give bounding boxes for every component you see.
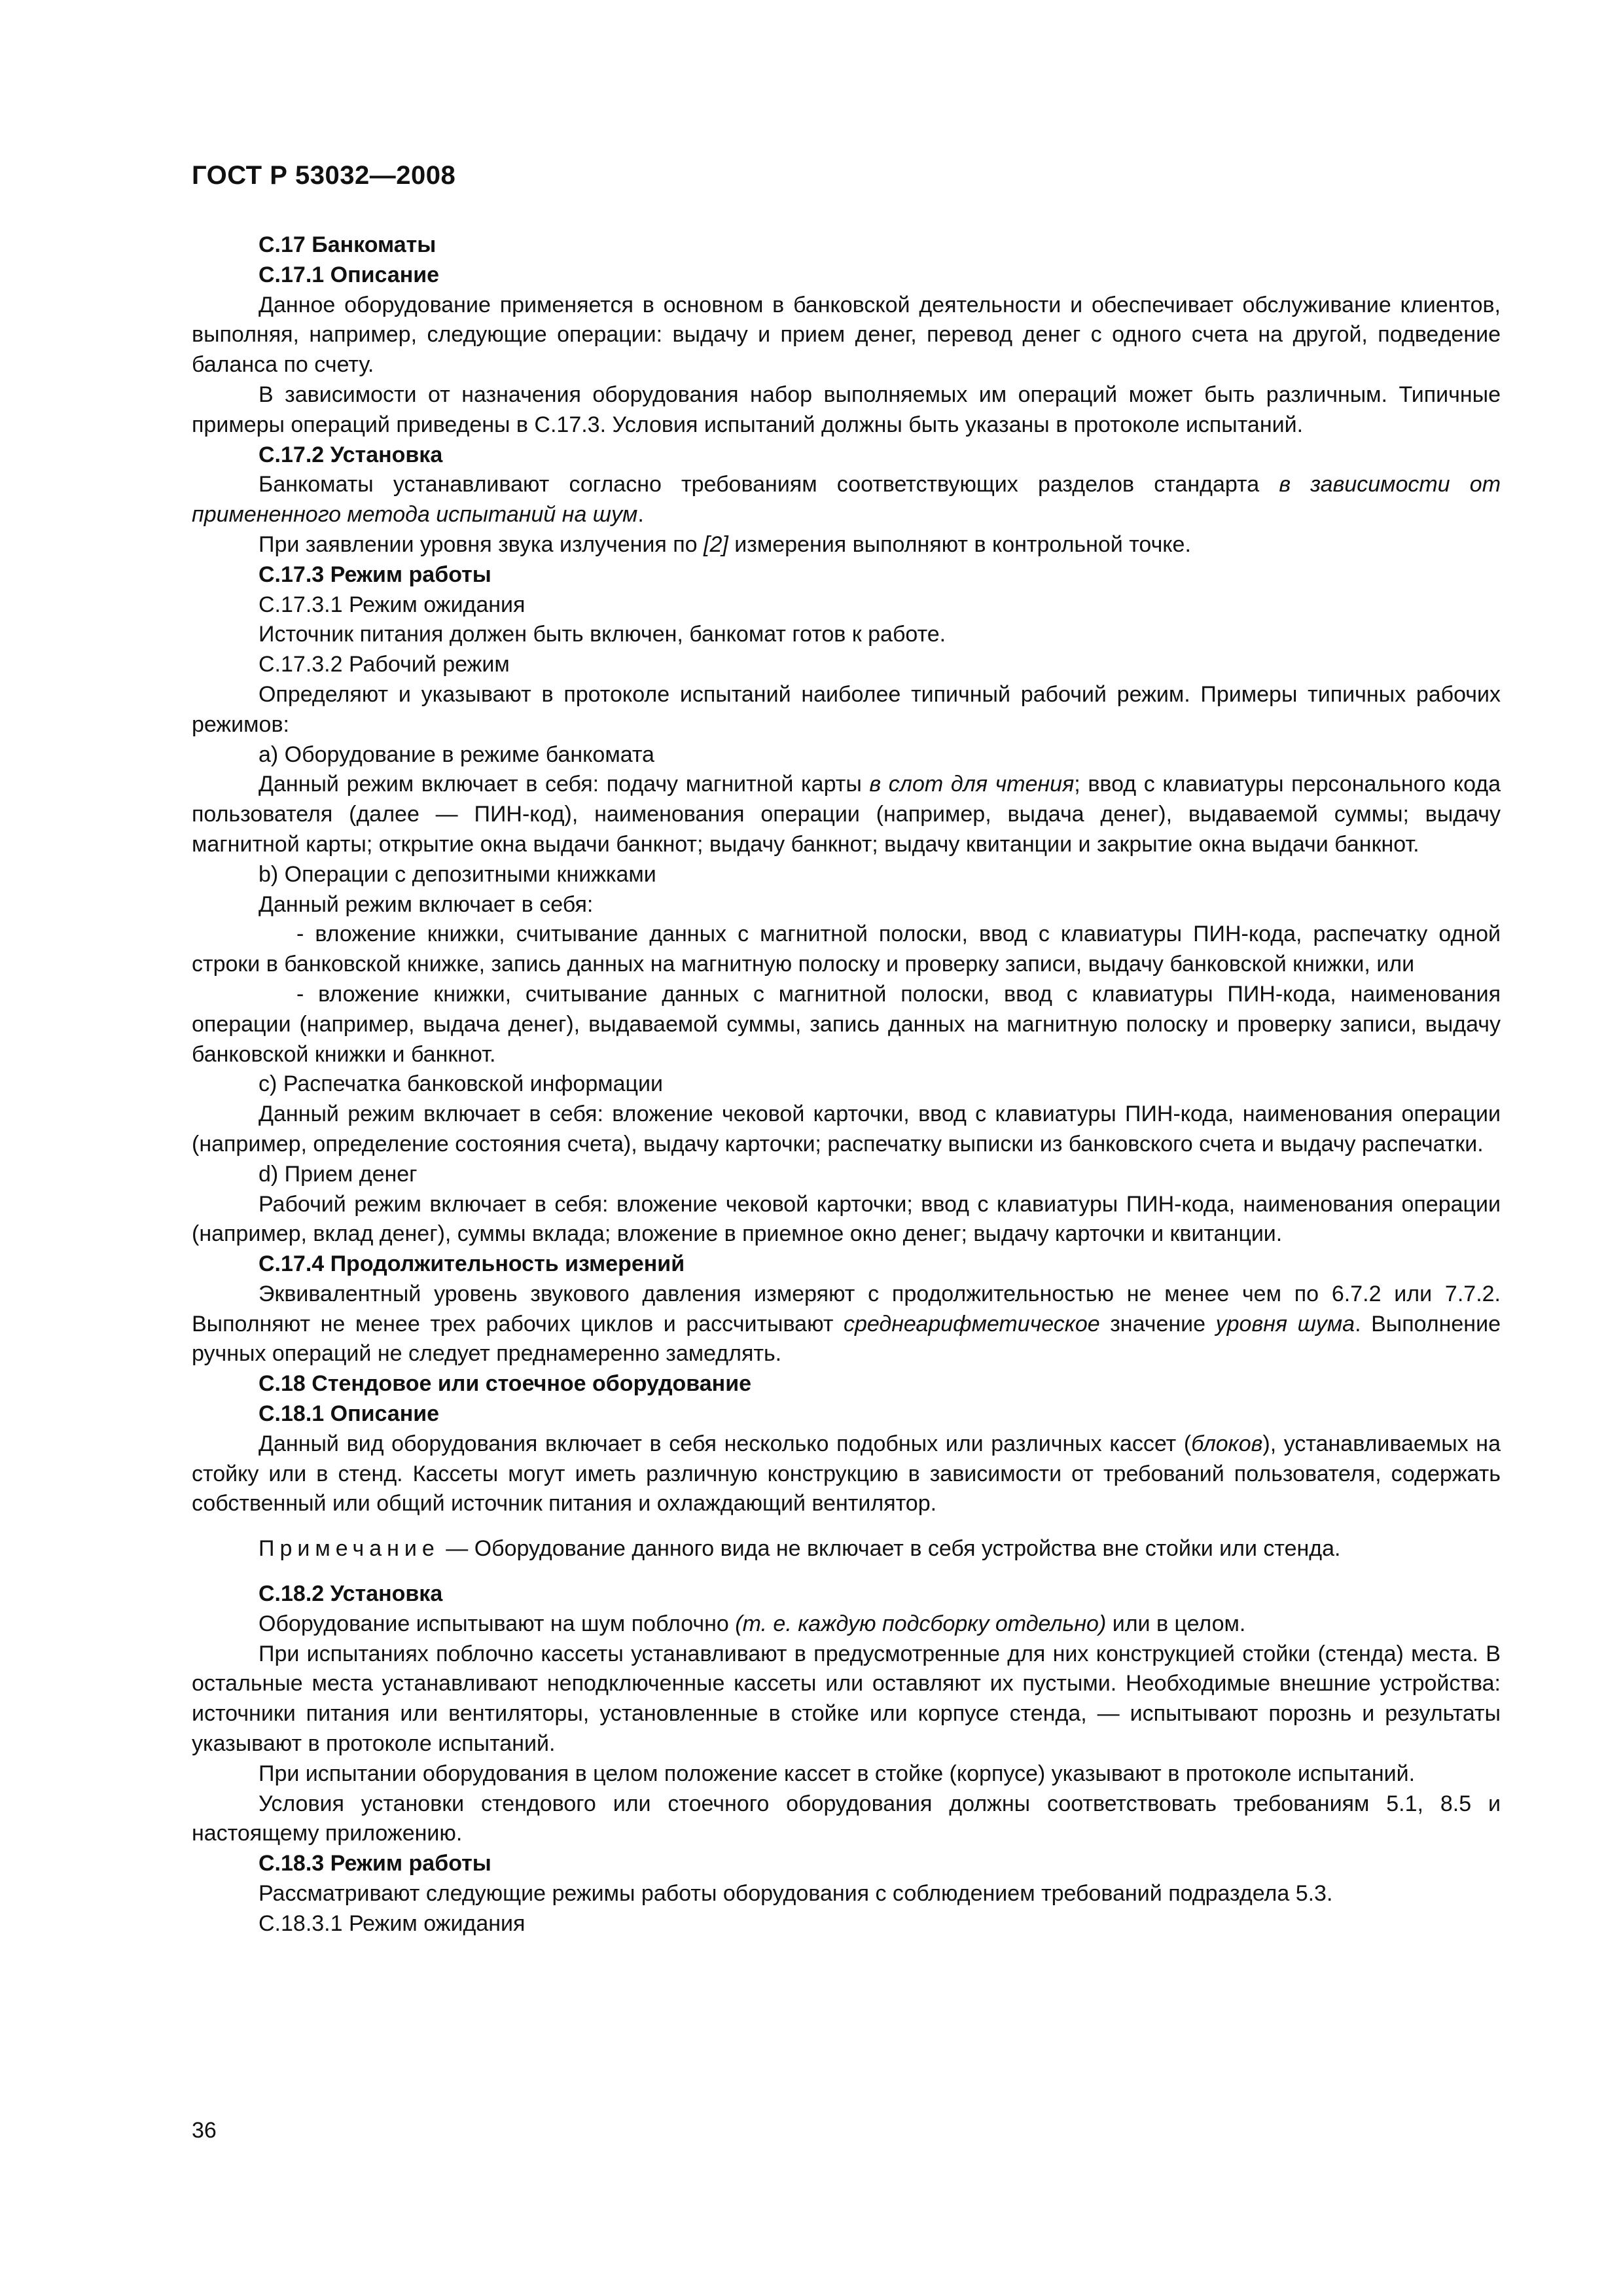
paragraph: [192, 530, 1501, 560]
paragraph: [192, 1429, 1501, 1519]
note: [192, 1534, 1501, 1564]
paragraph-text: измерения выполняют в контрольной точке.: [728, 531, 1191, 557]
document-id-header: ГОСТ Р 53032—2008: [192, 161, 456, 190]
italic-text: уровня шума: [1215, 1311, 1355, 1336]
section-c18-title: С.18 Стендовое или стоечное оборудование: [259, 1371, 752, 1397]
document-body: [192, 230, 1501, 1939]
paragraph-text: Оборудование испытывают на шум поблочно: [259, 1611, 736, 1636]
paragraph-text: Эквивалентный уровень звукового давления измеряют с продолжительностью не менее чем по 6.7.2 или 7.7.2. Выполняют не менее трех рабочих циклов и рассчитывают: [192, 1281, 1501, 1336]
subsection-heading: С.17.3.1 Режим ожидания: [259, 592, 526, 617]
paragraph-text: или в целом.: [1106, 1611, 1246, 1636]
paragraph: В зависимости от назначения оборудования набор выполняемых им операций может быть различным. Типичные примеры операций приведены в С.17.3. Условия испытаний должны быть указаны в протоколе испытаний.: [192, 382, 1501, 437]
section-c18-3-heading: С.18.3 Режим работы: [259, 1851, 491, 1876]
paragraph: [192, 1609, 1501, 1640]
reference-link-text: [2]: [704, 531, 728, 557]
paragraph-text: значение: [1099, 1311, 1216, 1336]
italic-text: среднеарифметическое: [843, 1311, 1100, 1336]
list-item-c: c) Распечатка банковской информации: [259, 1071, 663, 1097]
paragraph: Данный режим включает в себя: вложение чековой карточки, ввод с клавиатуры ПИН-кода, наименования операции (например, определение состояния счета), выдачу карточки; распечатку выписки из банковского счета и выдачу распечатки.: [192, 1102, 1501, 1157]
paragraph: [192, 770, 1501, 859]
note-label: Примечание: [259, 1536, 440, 1562]
italic-text: блоков: [1191, 1431, 1263, 1456]
list-item-d: d) Прием денег: [259, 1161, 418, 1187]
section-c17-1-heading: С.17.1 Описание: [259, 262, 440, 287]
paragraph-text: При заявлении уровня звука излучения по: [259, 531, 704, 557]
paragraph: Определяют и указывают в протоколе испытаний наиболее типичный рабочий режим. Примеры типичных рабочих режимов:: [192, 681, 1501, 737]
paragraph: [192, 1280, 1501, 1369]
dash-item: - вложение книжки, считывание данных с магнитной полоски, ввод с клавиатуры ПИН-кода, наименования операции (например, выдача денег), выдаваемой суммы, запись данных на магнитную полоску и проверку записи, выдачу банковской книжки и банкнот.: [192, 981, 1501, 1067]
list-item-a: a) Оборудование в режиме банкомата: [259, 742, 654, 767]
paragraph: Данное оборудование применяется в основном в банковской деятельности и обеспечивает обслуживание клиентов, выполняя, например, следующие операции: выдачу и прием денег, перевод денег с одного счета на другой, подведение баланса по счету.: [192, 292, 1501, 378]
paragraph: При испытаниях поблочно кассеты устанавливают в предусмотренные для них конструкцией стойки (стенда) места. В остальные места устанавливают неподключенные кассеты или оставляют их пустыми. Необходимые внешние устройства: источники питания или вентиляторы, установленные в стойке или корпусе стенда, — испытывают порознь и результаты указывают в протоколе испытаний.: [192, 1641, 1501, 1757]
paragraph: Данный режим включает в себя:: [259, 891, 594, 917]
paragraph-text: Данный режим включает в себя: подачу магнитной карты: [259, 772, 870, 797]
paragraph-text: .: [637, 502, 644, 528]
italic-text: в слот для чтения: [869, 772, 1075, 797]
section-c17-3-heading: С.17.3 Режим работы: [259, 562, 491, 587]
paragraph: Условия установки стендового или стоечного оборудования должны соответствовать требованиям 5.1, 8.5 и настоящему приложению.: [192, 1791, 1501, 1846]
paragraph: Рабочий режим включает в себя: вложение чековой карточки; ввод с клавиатуры ПИН-кода, наименования операции (например, вклад денег), суммы вклада; вложение в приемное окно денег; выдачу карточки и квитанции.: [192, 1191, 1501, 1247]
section-c17-4-heading: С.17.4 Продолжительность измерений: [259, 1251, 685, 1277]
note-text: — Оборудование данного вида не включает в себя устройства вне стойки или стенда.: [439, 1536, 1341, 1562]
section-c17-2-heading: С.17.2 Установка: [259, 442, 443, 467]
list-item-b: b) Операции с депозитными книжками: [259, 861, 656, 887]
italic-text: в зависимости от примененного метода испытаний на шум: [192, 472, 1501, 528]
page-number: 36: [192, 2118, 217, 2143]
paragraph: Рассматривают следующие режимы работы оборудования с соблюдением требований подраздела 5.3.: [259, 1881, 1333, 1907]
paragraph-text: Данный вид оборудования включает в себя несколько подобных или различных кассет (: [259, 1431, 1192, 1456]
section-c18-2-heading: С.18.2 Установка: [259, 1581, 443, 1607]
paragraph-text: Банкоматы устанавливают согласно требованиям соответствующих разделов стандарта: [259, 472, 1279, 497]
paragraph: [192, 470, 1501, 530]
paragraph-text: . Выполнение ручных операций не следует преднамеренно замедлять.: [192, 1311, 1501, 1367]
paragraph-text: ), устанавливаемых на стойку или в стенд. Кассеты могут иметь различную конструкцию в зависимости от требований пользователя, содержать собственный или общий источник питания и охлаждающий вентилятор.: [192, 1431, 1501, 1516]
dash-item: - вложение книжки, считывание данных с магнитной полоски, ввод с клавиатуры ПИН-кода, распечатку одной строки в банковской книжке, запись данных на магнитную полоску и проверку записи, выдачу банковской книжки, или: [192, 922, 1501, 977]
section-c18-1-heading: С.18.1 Описание: [259, 1401, 440, 1427]
subsection-heading: С.17.3.2 Рабочий режим: [259, 652, 510, 677]
paragraph: Источник питания должен быть включен, банкомат готов к работе.: [259, 622, 946, 647]
subsection-heading: С.18.3.1 Режим ожидания: [259, 1910, 526, 1936]
paragraph-text: ; ввод с клавиатуры персонального кода пользователя (далее — ПИН-код), наименования операции (например, выдача денег), выдаваемой суммы; выдачу магнитной карты; открытие окна выдачи банкнот; выдачу банкнот; выдачу квитанции и закрытие окна выдачи банкнот.: [192, 772, 1501, 857]
paragraph: При испытании оборудования в целом положение кассет в стойке (корпусе) указывают в протоколе испытаний.: [259, 1761, 1416, 1786]
section-c17-title: С.17 Банкоматы: [259, 232, 437, 257]
italic-text: (т. е. каждую подсборку отдельно): [735, 1611, 1107, 1636]
